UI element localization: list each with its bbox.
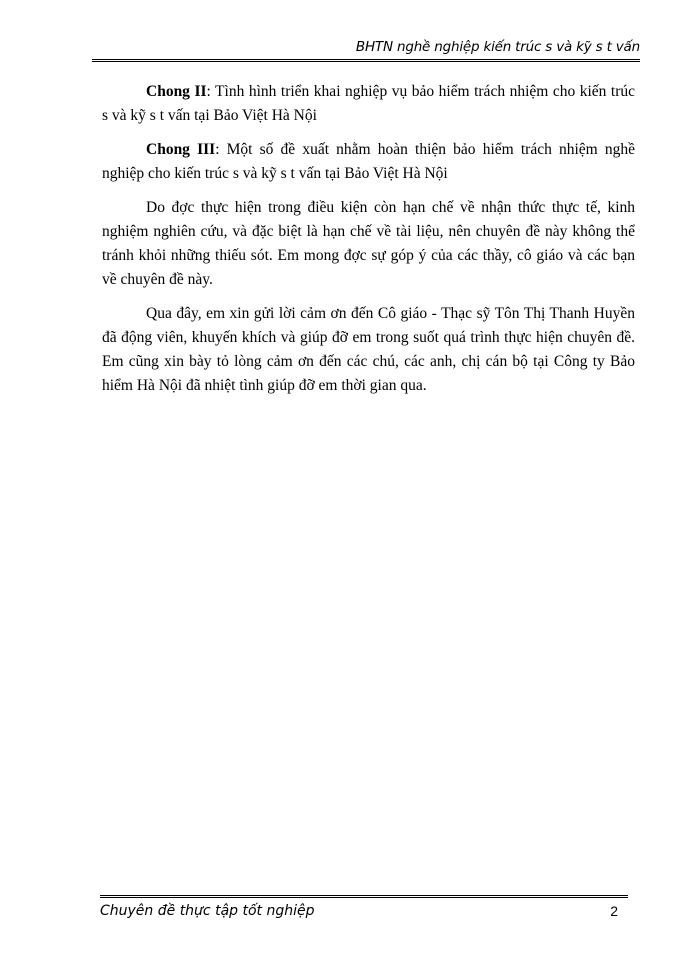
- limitations-paragraph: Do đợc thực hiện trong điều kiện còn hạn chế về nhận thức thực tế, kinh nghiệm nghiên cứu, và đặc biệt là hạn chế về tài liệu, nên chuyên đề này không thể tránh khỏi những thiếu sót. Em mong đợc sự góp ý của các thầy, cô giáo và các bạn về chuyên đề này.: [102, 199, 635, 288]
- page-header: [92, 38, 640, 62]
- chapter-two-label: Chong II: [146, 83, 207, 100]
- chapter-three-paragraph: [102, 138, 635, 186]
- chapter-three-text: : Một số đề xuất nhằm hoàn thiện bảo hiểm trách nhiệm nghề nghiệp cho kiến trúc s và kỹ s t vấn tại Bảo Việt Hà Nội: [102, 141, 635, 182]
- acknowledgement-paragraph: Qua đây, em xin gửi lời cảm ơn đến Cô giáo - Thạc sỹ Tôn Thị Thanh Huyền đã động viên, khuyến khích và giúp đỡ em trong suốt quá trình thực hiện chuyên đề. Em cũng xin bày tỏ lòng cảm ơn đến các chú, các anh, chị cán bộ tại Công ty Bảo hiểm Hà Nội đã nhiệt tình giúp đỡ em thời gian qua.: [102, 305, 635, 394]
- chapter-three-label: Chong III: [146, 141, 216, 158]
- chapter-two-text: : Tình hình triển khai nghiệp vụ bảo hiểm trách nhiệm cho kiến trúc s và kỹ s t vấn tại Bảo Việt Hà Nội: [102, 83, 636, 124]
- page-body: [102, 80, 635, 408]
- header-title: BHTN nghề nghiệp kiến trúc s và kỹ s t vấn: [355, 39, 640, 55]
- page-number: 2: [610, 903, 618, 919]
- page-footer: [100, 895, 628, 920]
- footer-title: Chuyên đề thực tập tốt nghiệp: [100, 903, 315, 919]
- chapter-two-paragraph: [102, 80, 635, 128]
